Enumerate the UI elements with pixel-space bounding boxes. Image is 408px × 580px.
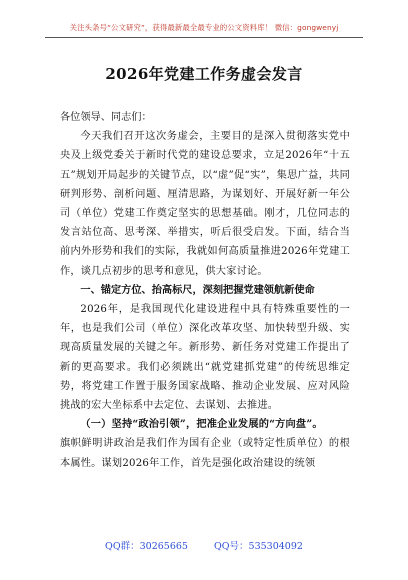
footer-qq-group: QQ群：30265665 (105, 541, 188, 552)
subsection-1-paragraph: 旗帜鲜明讲政治是我们作为国有企业（或特定性质单位）的根本属性。谋划2026年工作，首先是强化政治建设的统领 (60, 438, 350, 469)
footer-contact (0, 538, 408, 552)
salutation: 各位领导、同志们： (60, 112, 152, 123)
intro-paragraph: 今天我们召开这次务虚会，主要目的是深入贯彻落实党中央及上级党委关于新时代党的建设总要求，立足2026年“十五五”规划开局起步的关键节点，以“虚”促“实”，集思广益，共同研判形势、剖析问题、厘清思路，为谋划好、开展好新一年公司（单位）党建工作奠定坚实的思想基础。刚才，几位同志的发言站位高、思考深、举措实，听后很受启发。下面，结合当前内外形势和我们的实际，我就如何高质量推进2026年党建工作，谈几点初步的思考和意见，供大家讨论。 (60, 131, 350, 277)
subsection-heading-1: （一）坚持“政治引领”，把准企业发展的“方向盘”。 (80, 418, 323, 431)
header-divider (45, 37, 363, 38)
header-banner: 关注头条号“公文研究”，获得最新最全最专业的公文资料库！ 微信：gongwenyj (69, 23, 339, 32)
document-title: 2026年党建工作务虚会发言 (105, 65, 303, 83)
document-body (60, 108, 350, 473)
section-1-paragraph: 2026年，是我国现代化建设进程中具有特殊重要性的一年，也是我们公司（单位）深化改革攻坚、加快转型升级、实现高质量发展的关键之年。新形势、新任务对党建工作提出了新的更高要求。我们必须跳出“就党建抓党建”的传统思维定势，将党建工作置于服务国家战略、推动企业发展、应对风险挑战的宏大坐标系中去定位、去谋划、去推进。 (60, 304, 350, 412)
footer-qq-number: QQ号：535304092 (213, 541, 303, 552)
section-heading-1: 一、锚定方位、抬高标尺，深刻把握党建领航新使命 (80, 283, 315, 296)
